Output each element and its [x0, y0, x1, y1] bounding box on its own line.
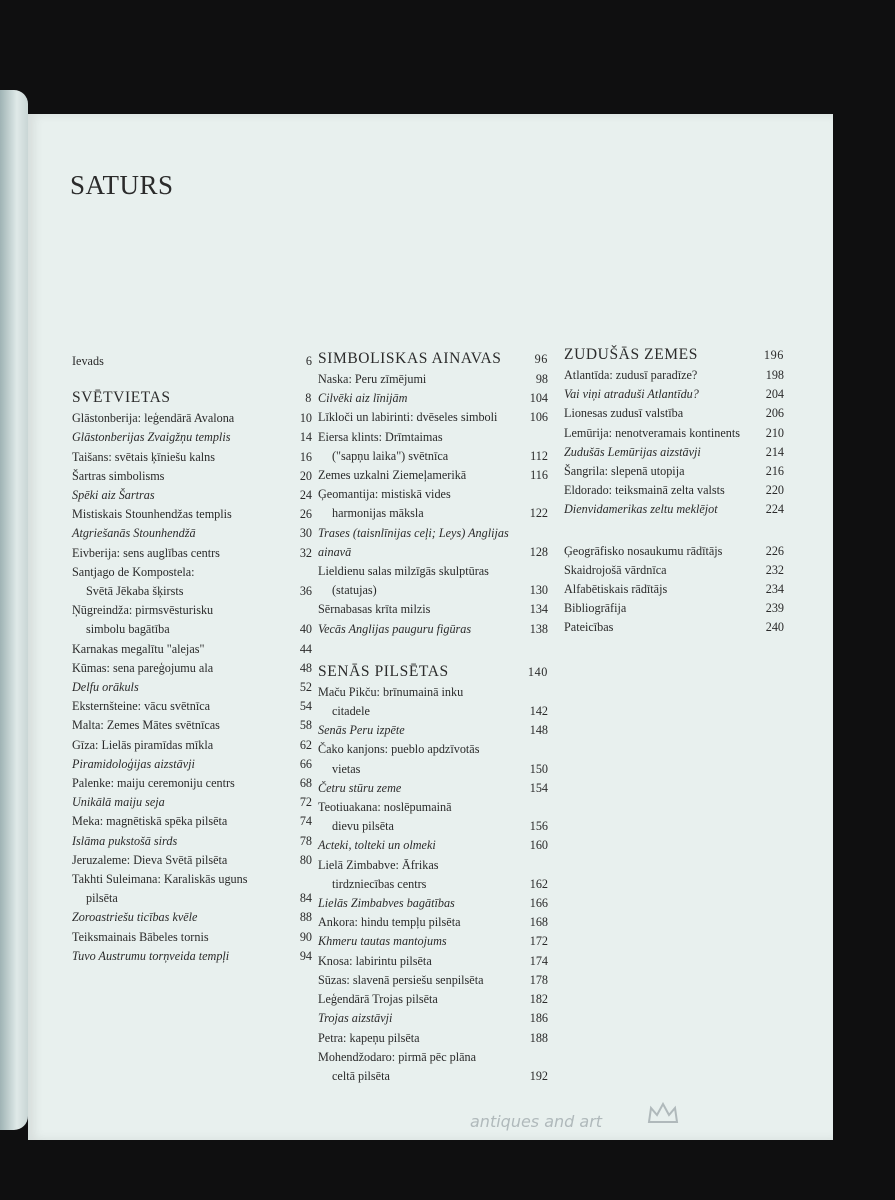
page-number: 104 — [529, 391, 548, 406]
toc-entry — [72, 620, 312, 639]
page-number: 32 — [299, 545, 312, 560]
page-number: 8 — [305, 391, 312, 406]
page-number: 188 — [529, 1030, 548, 1045]
page-number: 106 — [529, 410, 548, 425]
toc-entry — [72, 448, 312, 467]
page-number: 84 — [299, 891, 312, 906]
section-heading — [318, 661, 548, 683]
entry-title: Ņūgreindža: pirmsvēsturisku — [72, 603, 214, 618]
page-number: 90 — [299, 929, 312, 944]
toc-entry — [318, 562, 548, 581]
page-number: 96 — [534, 352, 548, 366]
section-heading — [318, 348, 548, 370]
toc-entry — [318, 1067, 548, 1086]
toc-entry — [318, 408, 548, 427]
entry-title: citadele — [332, 704, 370, 719]
toc-entry — [318, 428, 548, 447]
toc-entry — [72, 736, 312, 755]
page-number: 154 — [529, 780, 548, 795]
toc-entry — [318, 1009, 548, 1028]
entry-title: Acteki, tolteki un olmeki — [318, 838, 436, 853]
page-number: 78 — [299, 833, 312, 848]
entry-title: celtā pilsēta — [332, 1068, 390, 1083]
entry-title: Alfabētiskais rādītājs — [564, 582, 668, 597]
entry-title: Ģeomantija: mistiskā vides — [318, 487, 451, 502]
entry-title: Lionesas zudusī valstība — [564, 406, 684, 421]
toc-entry — [318, 447, 548, 466]
page-number: 66 — [299, 756, 312, 771]
page-number: 58 — [299, 718, 312, 733]
section-title: ZUDUŠĀS ZEMES — [564, 346, 698, 363]
page-number: 226 — [765, 543, 784, 558]
page-number: 220 — [765, 483, 784, 498]
toc-entry — [564, 599, 784, 618]
toc-entry — [318, 990, 548, 1009]
toc-entry — [72, 812, 312, 831]
toc-entry — [564, 443, 784, 462]
toc-entry — [318, 581, 548, 600]
spacer — [564, 520, 784, 542]
toc-entry — [72, 505, 312, 524]
page-number: 44 — [299, 641, 312, 656]
page-number: 14 — [299, 430, 312, 445]
page-number: 240 — [765, 620, 784, 635]
entry-title: Mohendžodaro: pirmā pēc plāna — [318, 1049, 477, 1064]
toc-entry — [72, 582, 312, 601]
toc-entry — [564, 481, 784, 500]
page-number: 52 — [299, 680, 312, 695]
toc-entry — [72, 889, 312, 908]
page-number: 214 — [765, 444, 784, 459]
toc-entry — [318, 683, 548, 702]
toc-entry — [72, 467, 312, 486]
toc-entry — [318, 817, 548, 836]
entry-title: Lielās Zimbabves bagātības — [318, 896, 455, 911]
section-heading — [72, 387, 312, 409]
entry-title: Eiersa klints: Drīmtaimas — [318, 429, 443, 444]
page-number: 130 — [529, 583, 548, 598]
entry-title: ainavā — [318, 544, 352, 559]
page-number: 204 — [765, 387, 784, 402]
toc-entry — [318, 504, 548, 523]
watermark-text: antiques and art — [470, 1112, 603, 1131]
entry-title: Delfu orākuls — [72, 680, 139, 695]
page-number: 16 — [299, 449, 312, 464]
entry-title: vietas — [332, 761, 361, 776]
entry-title: Senās Peru izpēte — [318, 723, 405, 738]
toc-entry — [318, 1029, 548, 1048]
toc-entry — [564, 542, 784, 561]
toc-entry — [318, 779, 548, 798]
page-number: 239 — [765, 601, 784, 616]
entry-title: Tuvo Austrumu torņveida tempļi — [72, 948, 230, 963]
entry-title: Trojas aizstāvji — [318, 1011, 393, 1026]
spacer — [72, 371, 312, 387]
entry-title: Unikālā maiju seja — [72, 795, 165, 810]
toc-column-3 — [564, 344, 784, 638]
section-heading — [564, 344, 784, 366]
toc-entry — [318, 620, 548, 639]
entry-title: Lielā Zimbabve: Āfrikas — [318, 857, 439, 872]
toc-entry — [564, 561, 784, 580]
entry-title: ("sapņu laika") svētnīca — [332, 448, 449, 463]
toc-entry — [72, 601, 312, 620]
entry-title: Teiksmainais Bābeles tornis — [72, 929, 209, 944]
entry-title: Ģeogrāfisko nosaukumu rādītājs — [564, 543, 723, 558]
toc-entry — [318, 721, 548, 740]
toc-entry — [318, 1048, 548, 1067]
entry-title: Meka: magnētiskā spēka pilsēta — [72, 814, 228, 829]
toc-entry — [72, 870, 312, 889]
page-number: 68 — [299, 776, 312, 791]
entry-title: Taišans: svētais ķīniešu kalns — [72, 449, 216, 464]
entry-title: Palenke: maiju ceremoniju centrs — [72, 776, 235, 791]
entry-title: Ievads — [72, 354, 104, 368]
toc-entry — [72, 774, 312, 793]
entry-title: Dienvidamerikas zeltu meklējot — [564, 502, 718, 517]
entry-title: Zemes uzkalni Ziemeļamerikā — [318, 468, 467, 483]
toc-entry — [318, 389, 548, 408]
entry-title: Takhti Suleimana: Karaliskās uguns — [72, 872, 248, 887]
entry-title: Svētā Jēkaba šķirsts — [86, 584, 184, 599]
crown-icon — [646, 1102, 680, 1126]
page-number: 30 — [299, 526, 312, 541]
entry-title: Eksternšteine: vācu svētnīca — [72, 699, 211, 714]
page-number: 10 — [299, 411, 312, 426]
toc-entry — [72, 486, 312, 505]
page-number: 224 — [765, 502, 784, 517]
toc-entry — [318, 952, 548, 971]
entry-title: Santjago de Kompostela: — [72, 564, 195, 579]
toc-entry — [318, 524, 548, 543]
page-number: 36 — [299, 584, 312, 599]
page-number: 234 — [765, 582, 784, 597]
toc-entry — [72, 928, 312, 947]
toc-entry — [318, 740, 548, 759]
toc-entry — [318, 913, 548, 932]
toc-entry — [72, 659, 312, 678]
entry-title: Bibliogrāfija — [564, 601, 627, 616]
entry-title: Ankora: hindu tempļu pilsēta — [318, 915, 461, 930]
toc-entry — [564, 580, 784, 599]
toc-entry — [72, 352, 312, 371]
entry-title: Atgriešanās Stounhendžā — [72, 526, 196, 541]
toc-entry — [72, 908, 312, 927]
toc-entry — [564, 500, 784, 519]
page-number: 88 — [299, 910, 312, 925]
entry-title: Vecās Anglijas pauguru figūras — [318, 621, 472, 636]
entry-title: Čako kanjons: pueblo apdzīvotās — [318, 742, 480, 757]
entry-title: Naska: Peru zīmējumi — [318, 372, 427, 386]
toc-entry — [318, 760, 548, 779]
entry-title: Zoroastriešu ticības kvēle — [72, 910, 198, 925]
toc-entry — [564, 618, 784, 637]
page-number: 148 — [529, 723, 548, 738]
spacer — [318, 639, 548, 661]
entry-title: Knosa: labirintu pilsēta — [318, 953, 432, 968]
page-number: 198 — [765, 368, 784, 382]
entry-title: Vai viņi atraduši Atlantīdu? — [564, 387, 699, 402]
toc-entry — [318, 875, 548, 894]
toc-entry — [72, 851, 312, 870]
toc-entry — [318, 600, 548, 619]
entry-title: Lemūrija: nenotveramais kontinents — [564, 425, 740, 440]
toc-entry — [318, 702, 548, 721]
entry-title: simbolu bagātība — [86, 622, 170, 637]
page-number: 186 — [529, 1011, 548, 1026]
entry-title: Līkloči un labirinti: dvēseles simboli — [318, 410, 498, 425]
page-number: 178 — [529, 972, 548, 987]
page-number: 134 — [529, 602, 548, 617]
entry-title: Kūmas: sena pareģojumu ala — [72, 660, 214, 675]
toc-entry — [72, 563, 312, 582]
page-title: SATURS — [70, 170, 174, 200]
entry-title: Islāma pukstošā sirds — [72, 833, 178, 848]
page-number: 72 — [299, 795, 312, 810]
entry-title: Eivberija: sens auglības centrs — [72, 545, 220, 560]
entry-title: Pateicības — [564, 620, 614, 635]
toc-entry — [72, 832, 312, 851]
toc-entry — [72, 428, 312, 447]
entry-title: Petra: kapeņu pilsēta — [318, 1030, 420, 1045]
entry-title: (statujas) — [332, 583, 377, 598]
toc-entry — [318, 971, 548, 990]
toc-entry — [318, 370, 548, 389]
toc-entry — [564, 404, 784, 423]
entry-title: Cilvēki aiz līnijām — [318, 391, 408, 406]
page-number: 62 — [299, 737, 312, 752]
toc-entry — [72, 544, 312, 563]
page-number: 192 — [529, 1068, 548, 1083]
page-number: 182 — [529, 992, 548, 1007]
page-number: 160 — [529, 838, 548, 853]
entry-title: Lieldienu salas milzīgās skulptūras — [318, 564, 489, 579]
entry-title: dievu pilsēta — [332, 819, 394, 834]
toc-entry — [318, 932, 548, 951]
page-number: 112 — [530, 448, 548, 463]
entry-title: Mistiskais Stounhendžas templis — [72, 507, 232, 522]
entry-title: pilsēta — [86, 891, 118, 906]
toc-entry — [318, 894, 548, 913]
toc-entry — [72, 716, 312, 735]
entry-title: Atlantīda: zudusī paradīze? — [564, 368, 698, 382]
toc-entry — [72, 640, 312, 659]
page-number: 156 — [529, 819, 548, 834]
entry-title: Leģendārā Trojas pilsēta — [318, 992, 438, 1007]
section-title: SIMBOLISKAS AINAVAS — [318, 350, 502, 367]
entry-title: Glāstonberijas Zvaigžņu templis — [72, 430, 231, 445]
entry-title: Skaidrojošā vārdnīca — [564, 562, 667, 577]
page-number: 54 — [299, 699, 312, 714]
page-number: 122 — [529, 506, 548, 521]
entry-title: tirdzniecības centrs — [332, 876, 427, 891]
page-number: 162 — [529, 876, 548, 891]
toc-entry — [318, 543, 548, 562]
page-number: 216 — [765, 464, 784, 479]
entry-title: Teotiuakana: noslēpumainā — [318, 800, 452, 815]
page-number: 80 — [299, 852, 312, 867]
toc-entry — [72, 409, 312, 428]
toc-entry — [564, 366, 784, 385]
entry-title: Khmeru tautas mantojums — [318, 934, 447, 949]
entry-title: Šartras simbolisms — [72, 468, 165, 483]
page-number: 128 — [529, 544, 548, 559]
toc-entry — [72, 947, 312, 966]
entry-title: Malta: Zemes Mātes svētnīcas — [72, 718, 220, 733]
page-number: 166 — [529, 896, 548, 911]
toc-entry — [72, 755, 312, 774]
page-number: 206 — [765, 406, 784, 421]
entry-title: Šangrila: slepenā utopija — [564, 464, 685, 479]
toc-column-2 — [318, 348, 548, 1086]
page-number: 150 — [529, 761, 548, 776]
entry-title: Piramidoloģijas aizstāvji — [72, 756, 195, 771]
section-title: SENĀS PILSĒTAS — [318, 662, 449, 680]
entry-title: Jeruzaleme: Dieva Svētā pilsēta — [72, 852, 228, 867]
page-number: 6 — [305, 354, 312, 368]
page-number: 142 — [529, 704, 548, 719]
toc-entry — [318, 485, 548, 504]
toc-entry — [318, 856, 548, 875]
section-title: SVĒTVIETAS — [72, 389, 171, 407]
page-number: 174 — [529, 953, 548, 968]
entry-title: Sūzas: slavenā persiešu senpilsēta — [318, 972, 484, 987]
entry-title: Četru stūru zeme — [318, 780, 402, 795]
entry-title: Gīza: Lielās piramīdas mīkla — [72, 737, 214, 752]
page-number: 74 — [299, 814, 312, 829]
previous-page-edge — [0, 90, 28, 1130]
toc-entry — [72, 524, 312, 543]
page-number: 232 — [765, 562, 784, 577]
toc-entry — [318, 466, 548, 485]
entry-title: Zudušās Lemūrijas aizstāvji — [564, 444, 701, 459]
book-page — [28, 114, 833, 1140]
entry-title: Maču Pikču: brīnumainā inku — [318, 684, 464, 699]
toc-entry — [564, 424, 784, 443]
page-number: 168 — [529, 915, 548, 930]
page-number: 20 — [299, 468, 312, 483]
toc-entry — [564, 462, 784, 481]
toc-entry — [72, 793, 312, 812]
entry-title: harmonijas māksla — [332, 506, 424, 521]
entry-title: Glāstonberija: leģendārā Avalona — [72, 411, 235, 426]
page-number: 138 — [529, 621, 548, 636]
page-number: 172 — [529, 934, 548, 949]
page-number: 210 — [765, 425, 784, 440]
toc-column-1 — [72, 352, 312, 966]
page-number: 196 — [763, 348, 784, 362]
page-number: 98 — [535, 372, 548, 386]
entry-title: Karnakas megalītu "alejas" — [72, 641, 205, 656]
page-number: 26 — [299, 507, 312, 522]
entry-title: Eldorado: teiksmainā zelta valsts — [564, 483, 725, 498]
page-number: 116 — [530, 468, 548, 483]
toc-entry — [564, 385, 784, 404]
toc-entry — [318, 836, 548, 855]
page-number: 140 — [527, 664, 548, 679]
page-number: 40 — [299, 622, 312, 637]
toc-entry — [72, 697, 312, 716]
toc-entry — [72, 678, 312, 697]
toc-entry — [318, 798, 548, 817]
page-number: 94 — [299, 948, 312, 963]
entry-title: Sērnabasas krīta milzis — [318, 602, 431, 617]
entry-title: Trases (taisnlīnijas ceļi; Leys) Anglijas — [318, 525, 509, 540]
entry-title: Spēki aiz Šartras — [72, 488, 155, 503]
page-number: 24 — [299, 488, 312, 503]
page-number: 48 — [299, 660, 312, 675]
